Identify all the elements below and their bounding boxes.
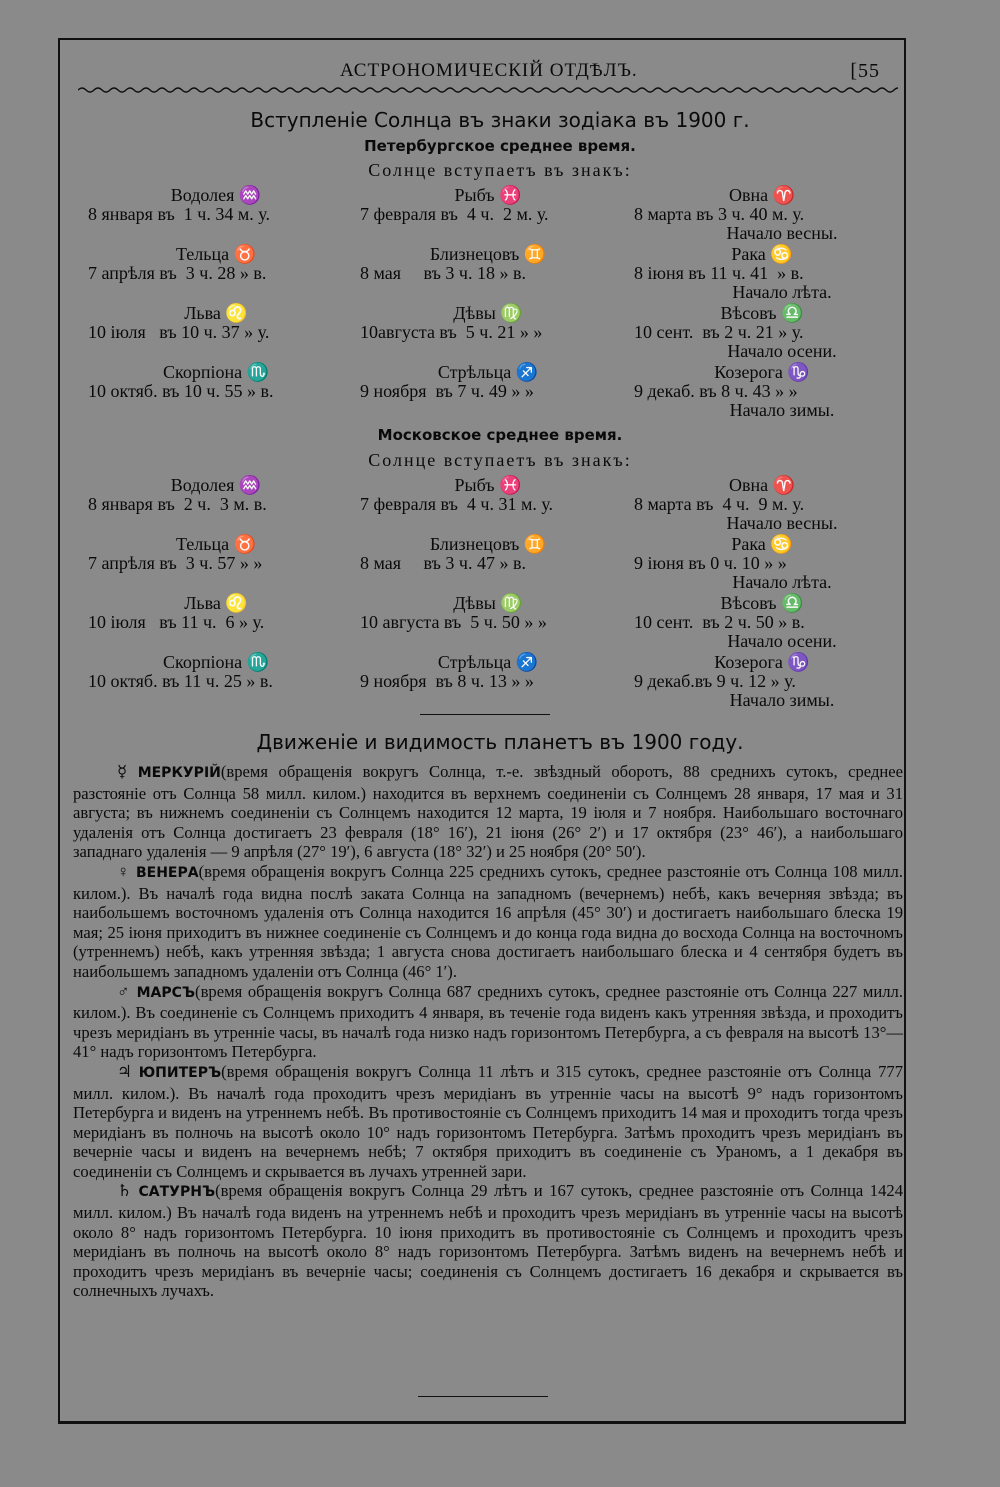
planet-paragraph [73, 762, 903, 862]
subtitle-petersburg: Петербургское среднее время. [364, 137, 636, 155]
zodiac-cell [88, 363, 354, 401]
page-number: [55 [850, 60, 880, 82]
zodiac-cell [634, 363, 900, 420]
planet-name: ВЕНЕРА [135, 864, 199, 881]
planet-name: ЮПИТЕРЪ [138, 1064, 222, 1081]
zodiac-cell [88, 594, 354, 632]
zodiac-row [88, 304, 888, 363]
zodiac-table-moscow [88, 476, 888, 712]
zodiac-cell [88, 245, 354, 283]
running-title: АСТРОНОМИЧЕСКІЙ ОТДѢЛЪ. [340, 60, 638, 81]
planet-paragraph [73, 1181, 903, 1301]
planet-description: (время обращенія вокругъ Солнца 29 лѣтъ и 167 сутокъ, среднее разстояніе отъ Солнца 1424 милл. килом.) Въ началѣ года виденъ на утреннемъ небѣ и проходитъ чрезъ меридіанъ въ утренніе часы на высотѣ около 8° надъ горизонтомъ Петербурга. 10 іюня приходитъ въ противостояніе съ Солнцемъ и проходитъ чрезъ меридіанъ въ полночь на высотѣ около 8° надъ горизонтомъ Петербурга. Затѣмъ виденъ на вечернемъ небѣ и проходитъ чрезъ меридіанъ въ вечерніе часы; соединенія съ Солнцемъ достигаетъ 16 декабря и скрывается въ солнечныхъ лучахъ. [73, 1181, 903, 1301]
zodiac-date: 9 ноября въ 8 ч. 13 » » [360, 671, 534, 691]
zodiac-date: 9 ноября въ 7 ч. 49 » » [360, 381, 534, 401]
zodiac-date: 8 марта въ 4 ч. 9 м. у. [634, 494, 805, 514]
zodiac-date: 9 декаб. въ 8 ч. 43 » » [634, 381, 798, 401]
planet-symbol-icon: ♃ [117, 1061, 132, 1081]
section-title-zodiac: Вступленіе Солнца въ знаки зодіака въ 1900 г. [250, 108, 750, 132]
zodiac-note: Начало лѣта. [732, 282, 832, 302]
zodiac-row [88, 245, 888, 304]
zodiac-cell [360, 363, 626, 401]
zodiac-cell [360, 535, 626, 573]
zodiac-date: 10 августа въ 5 ч. 50 » » [360, 612, 547, 632]
zodiac-note: Начало осени. [727, 631, 837, 651]
zodiac-cell [360, 594, 626, 632]
planet-paragraph [73, 982, 903, 1062]
zodiac-cell [634, 304, 900, 361]
planet-description: (время обращенія вокругъ Солнца 687 среднихъ сутокъ, среднее разстояніе отъ Солнца 227 милл. килом.). Въ соединеніе съ Солнцемъ приходитъ 4 января, въ теченіе года виденъ какъ утренняя звѣзда, и проходитъ чрезъ меридіанъ въ утренніе часы, въ началѣ года низко надъ горизонтомъ Петербурга, а съ февраля на высотѣ 13°—41° надъ горизонтомъ Петербурга. [73, 981, 903, 1062]
zodiac-row [88, 363, 888, 422]
zodiac-note: Начало лѣта. [732, 572, 832, 592]
planet-description: (время обращенія вокругъ Солнца 225 среднихъ сутокъ, среднее разстояніе отъ Солнца 108 милл. килом.). Въ началѣ года видна послѣ заката Солнца на западномъ (вечернемъ) небѣ, какъ вечерняя звѣзда; въ наибольшемъ восточномъ удаленія отъ Солнца находится 16 апрѣля (45° 30′) и достигаетъ наибольшаго блеска 19 мая; 25 іюня приходитъ въ нижнее соединеніе съ Солнцемъ и до конца года видна до восхода Солнца на восточномъ (утреннемъ) небѣ, какъ утренняя звѣзда; 1 августа снова достигаетъ наибольшаго блеска и 4 сентября будетъ въ наибольшемъ западномъ удаленіи отъ Солнца (46° 1′). [73, 861, 903, 981]
zodiac-date: 10 сент. въ 2 ч. 50 » в. [634, 612, 805, 632]
zodiac-name: Стрѣльца ♐ [437, 362, 539, 382]
planet-name: САТУРНЪ [138, 1184, 216, 1201]
zodiac-name: Рака ♋ [731, 244, 793, 264]
zodiac-date: 8 января въ 2 ч. 3 м. в. [88, 494, 267, 514]
zodiac-name: Дѣвы ♍ [453, 303, 523, 323]
zodiac-row [88, 653, 888, 712]
zodiac-cell [634, 535, 900, 592]
zodiac-note: Начало весны. [726, 513, 838, 533]
planet-symbol-icon: ♄ [117, 1181, 132, 1201]
zodiac-name: Близнецовъ ♊ [429, 534, 547, 554]
planet-symbol-icon: ♀ [117, 861, 131, 881]
zodiac-date: 10 іюля въ 10 ч. 37 » у. [88, 322, 270, 342]
zodiac-date: 7 апрѣля въ 3 ч. 57 » » [88, 553, 263, 573]
zodiac-table-petersburg [88, 186, 888, 422]
zodiac-name: Тельца ♉ [175, 534, 257, 554]
zodiac-name: Вѣсовъ ♎ [720, 303, 804, 323]
zodiac-name: Овна ♈ [728, 185, 796, 205]
zodiac-cell [634, 594, 900, 651]
zodiac-name: Дѣвы ♍ [453, 593, 523, 613]
zodiac-date: 7 февраля въ 4 ч. 31 м. у. [360, 494, 554, 514]
planet-symbol-icon: ☿ [117, 762, 128, 781]
zodiac-row [88, 476, 888, 535]
zodiac-cell [634, 476, 900, 533]
zodiac-name: Скорпіона ♏ [162, 362, 269, 382]
zodiac-name: Овна ♈ [728, 475, 796, 495]
zodiac-name: Водолея ♒ [170, 185, 262, 205]
zodiac-date: 8 іюня въ 11 ч. 41 » в. [634, 263, 804, 283]
zodiac-row [88, 594, 888, 653]
lead-moscow: Солнце вступаетъ въ знакъ: [368, 450, 632, 470]
zodiac-cell [360, 304, 626, 342]
zodiac-cell [88, 476, 354, 514]
zodiac-date: 7 февраля въ 4 ч. 2 м. у. [360, 204, 549, 224]
zodiac-cell [360, 245, 626, 283]
zodiac-date: 9 декаб.въ 9 ч. 12 » у. [634, 671, 796, 691]
zodiac-date: 7 апрѣля въ 3 ч. 28 » в. [88, 263, 267, 283]
zodiac-name: Скорпіона ♏ [162, 652, 269, 672]
zodiac-name: Козерога ♑ [714, 362, 810, 382]
zodiac-note: Начало осени. [727, 341, 837, 361]
page-header [70, 60, 900, 88]
zodiac-date: 10 октяб. въ 11 ч. 25 » в. [88, 671, 273, 691]
zodiac-cell [88, 535, 354, 573]
zodiac-note: Начало зимы. [729, 690, 835, 710]
zodiac-cell [88, 186, 354, 224]
subtitle-moscow: Московское среднее время. [377, 426, 623, 444]
zodiac-date: 10августа въ 5 ч. 21 » » [360, 322, 543, 342]
zodiac-date: 10 октяб. въ 10 ч. 55 » в. [88, 381, 274, 401]
zodiac-note: Начало весны. [726, 223, 838, 243]
lead-petersburg: Солнце вступаетъ въ знакъ: [368, 160, 632, 180]
zodiac-row [88, 186, 888, 245]
wavy-rule [78, 86, 898, 94]
zodiac-name: Тельца ♉ [175, 244, 257, 264]
zodiac-cell [634, 186, 900, 243]
zodiac-date: 8 января въ 1 ч. 34 м. у. [88, 204, 270, 224]
planet-name: МАРСЪ [136, 984, 196, 1001]
zodiac-cell [634, 653, 900, 710]
zodiac-name: Козерога ♑ [714, 652, 810, 672]
divider [420, 714, 550, 715]
zodiac-date: 8 мая въ 3 ч. 18 » в. [360, 263, 526, 283]
zodiac-name: Стрѣльца ♐ [437, 652, 539, 672]
zodiac-date: 10 сент. въ 2 ч. 21 » у. [634, 322, 804, 342]
zodiac-cell [634, 245, 900, 302]
zodiac-name: Рыбъ ♓ [454, 185, 522, 205]
zodiac-cell [360, 476, 626, 514]
section-title-planets: Движеніе и видимость планетъ въ 1900 году. [256, 730, 744, 754]
zodiac-name: Близнецовъ ♊ [429, 244, 547, 264]
planet-paragraph [73, 1062, 903, 1182]
zodiac-cell [360, 186, 626, 224]
zodiac-date: 8 мая въ 3 ч. 47 » в. [360, 553, 526, 573]
zodiac-name: Льва ♌ [184, 593, 248, 613]
planet-description: (время обращенія вокругъ Солнца, т.-е. звѣздный оборотъ, 88 среднихъ сутокъ, среднее разстояніе отъ Солнца 58 милл. килом.) находится въ верхнемъ соединеніи съ Солнцемъ 28 января, 17 мая и 31 августа; въ нижнемъ соединеніи съ Солнцемъ находится 12 марта, 19 іюля и 7 ноября. Наибольшаго восточнаго удаленія отъ Солнца достигаетъ 23 февраля (18° 16′), 21 іюня (26° 2′) и 17 октября (23° 46′), а наибольшаго западнаго удаленія — 9 апрѣля (27° 19′), 6 августа (18° 32′) и 25 ноября (20° 50′). [73, 762, 903, 862]
zodiac-cell [88, 653, 354, 691]
zodiac-date: 9 іюня въ 0 ч. 10 » » [634, 553, 787, 573]
zodiac-date: 8 марта въ 3 ч. 40 м. у. [634, 204, 805, 224]
zodiac-name: Водолея ♒ [170, 475, 262, 495]
planet-description: (время обращенія вокругъ Солнца 11 лѣтъ и 315 сутокъ, среднее разстояніе отъ Солнца 777 милл. килом.). Въ началѣ года проходитъ чрезъ меридіанъ въ утренніе часы на высотѣ 9° надъ горизонтомъ Петербурга и виденъ на утреннемъ небѣ. Въ противостояніе съ Солнцемъ приходитъ 14 мая и проходитъ тогда чрезъ меридіанъ въ полночь на высотѣ около 10° надъ горизонтомъ Петербурга. Затѣмъ проходитъ чрезъ меридіанъ въ вечерніе часы и виденъ на вечернемъ небѣ; 7 октября приходитъ въ соединеніе съ Ураномъ, а 1 декабря въ соединеніи съ Солнцемъ и скрывается въ лучахъ утренней зари. [73, 1061, 903, 1181]
planets-text [73, 762, 903, 1301]
planet-paragraph [73, 862, 903, 982]
zodiac-name: Вѣсовъ ♎ [720, 593, 804, 613]
divider-bottom [418, 1396, 548, 1397]
zodiac-name: Рака ♋ [731, 534, 793, 554]
zodiac-name: Рыбъ ♓ [454, 475, 522, 495]
zodiac-cell [88, 304, 354, 342]
zodiac-cell [360, 653, 626, 691]
zodiac-row [88, 535, 888, 594]
planet-name: МЕРКУРІЙ [137, 765, 221, 781]
zodiac-name: Льва ♌ [184, 303, 248, 323]
planet-symbol-icon: ♂ [117, 981, 131, 1001]
zodiac-note: Начало зимы. [729, 400, 835, 420]
zodiac-date: 10 іюля въ 11 ч. 6 » у. [88, 612, 265, 632]
